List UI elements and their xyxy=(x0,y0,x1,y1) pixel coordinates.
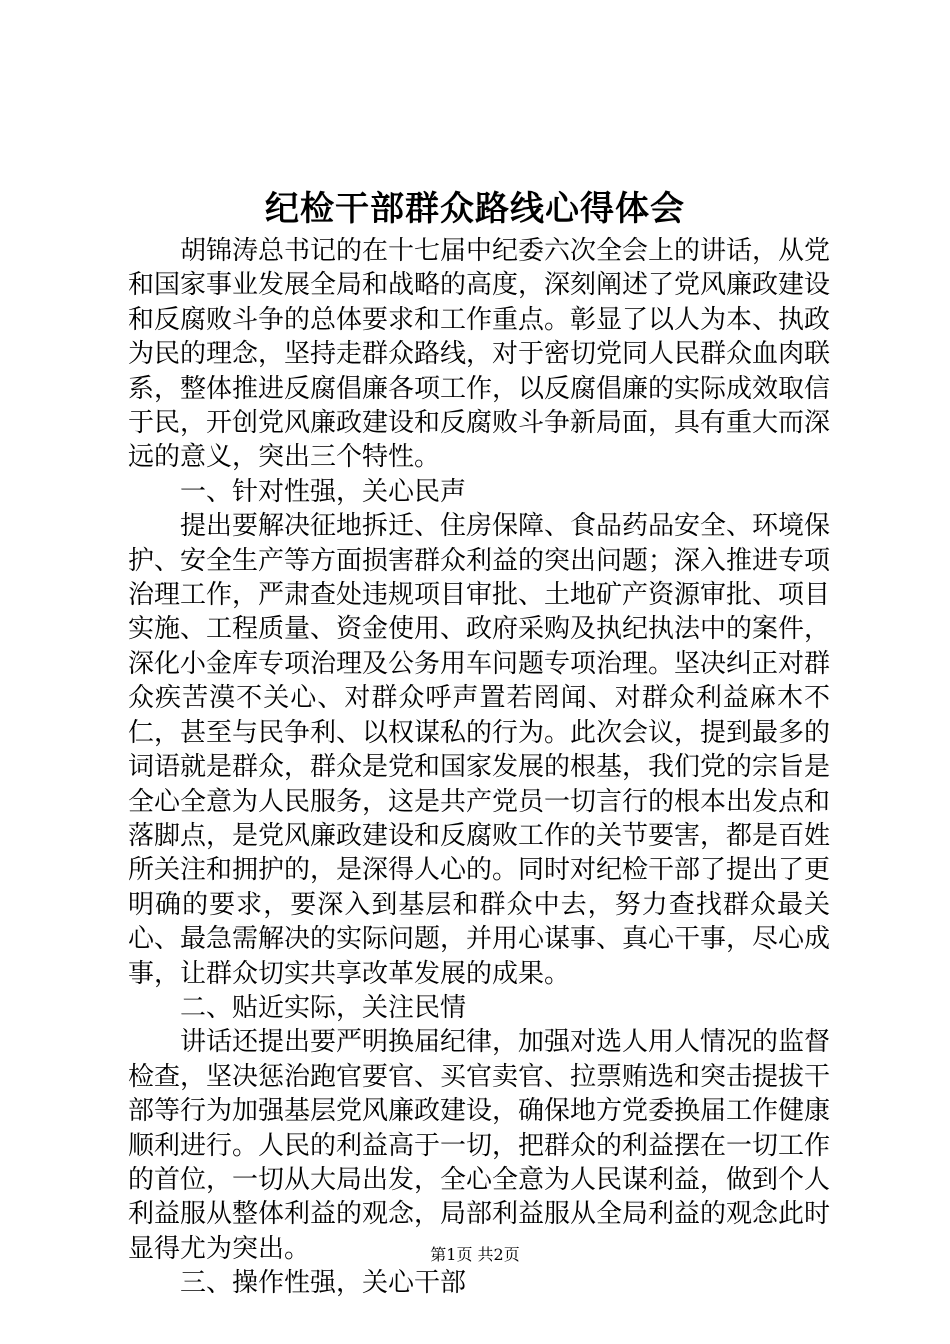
document-title: 纪检干部群众路线心得体会 xyxy=(265,189,685,229)
section-heading-3: 三、操作性强，关心干部 xyxy=(180,1268,467,1299)
section-paragraph-1: 提出要解决征地拆迁、住房保障、食品药品安全、环境保护、安全生产等方面损害群众利益的突出问题；深入推进专项治理工作，严肃查处违规项目审批、土地矿产资源审批、项目实施、工程质量、资金使用、政府采购及执纪执法中的案件，深化小金库专项治理及公务用车问题专项治理。坚决纠正对群众疾苦漠不关心、对群众呼声置若罔闻、对群众利益麻木不仁，甚至与民争利、以权谋私的行为。此次会议，提到最多的词语就是群众，群众是党和国家发展的根基，我们党的宗旨是全心全意为人民服务，这是共产党员一切言行的根本出发点和落脚点，是党风廉政建设和反腐败工作的关节要害，都是百姓所关注和拥护的，是深得人心的。同时对纪检干部了提出了更明确的要求，要深入到基层和群众中去，努力查找群众最关心、最急需解决的实际问题，并用心谋事、真心干事，尽心成事，让群众切实共享改革发展的成果。 xyxy=(128,511,831,989)
section-heading-1: 一、针对性强，关心民声 xyxy=(180,476,467,507)
document-body xyxy=(128,234,830,1301)
intro-paragraph: 胡锦涛总书记的在十七届中纪委六次全会上的讲话，从党和国家事业发展全局和战略的高度，深刻阐述了党风廉政建设和反腐败斗争的总体要求和工作重点。彰显了以人为本、执政为民的理念，坚持走群众路线，对于密切党同人民群众血肉联系，整体推进反腐倡廉各项工作，以反腐倡廉的实际成效取信于民，开创党风廉政建设和反腐败斗争新局面，具有重大而深远的意义，突出三个特性。 xyxy=(128,236,831,473)
page-footer: 第1页 共2页 xyxy=(430,1245,520,1264)
section-heading-2: 二、贴近实际，关注民情 xyxy=(180,992,467,1023)
section-paragraph-2: 讲话还提出要严明换届纪律，加强对选人用人情况的监督检查，坚决惩治跑官要官、买官卖官、拉票贿选和突击提拔干部等行为加强基层党风廉政建设，确保地方党委换届工作健康顺利进行。人民的利益高于一切，把群众的利益摆在一切工作的首位，一切从大局出发，全心全意为人民谋利益，做到个人利益服从整体利益的观念，局部利益服从全局利益的观念此时显得尤为突出。 xyxy=(128,1027,831,1264)
